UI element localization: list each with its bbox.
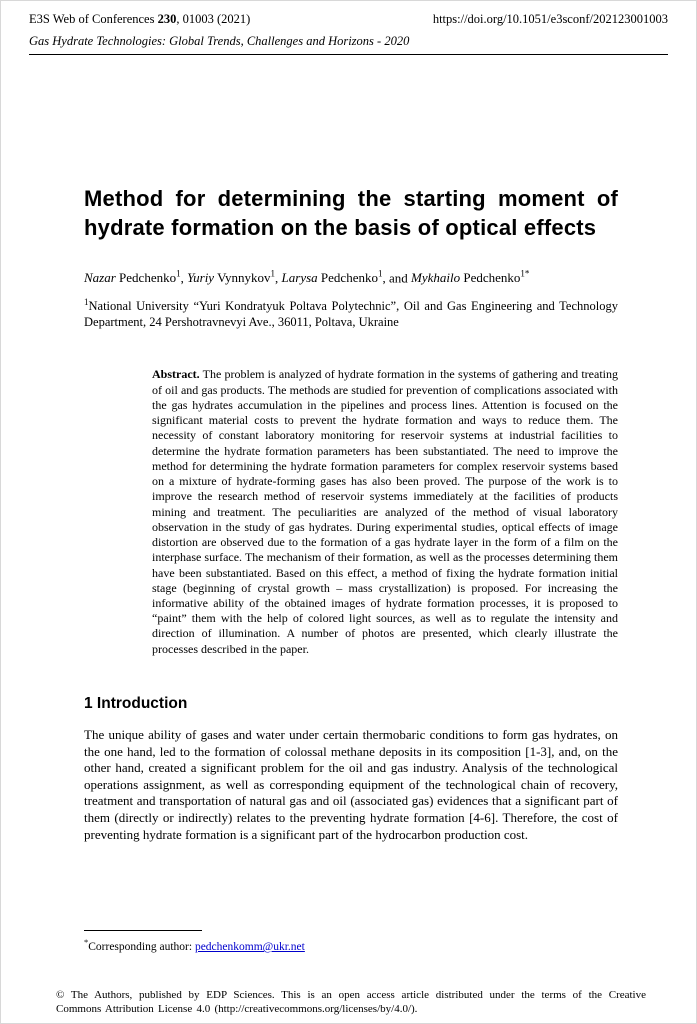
corresponding-author-footnote: [84, 937, 618, 953]
page-header: [29, 12, 668, 55]
doi-link[interactable]: https://doi.org/10.1051/e3sconf/202123001003: [432, 12, 668, 26]
journal-volume: 230: [157, 12, 177, 26]
author: Larysa Pedchenko$^1$: [281, 268, 383, 285]
abstract-label: Abstract.: [152, 367, 200, 382]
abstract: [152, 367, 618, 656]
author: Yuriy Vynnykov$^1$: [187, 268, 276, 285]
abstract-text: The problem is analyzed of hydrate formation in the systems of gathering and treating of oil and gas products. The methods are studied for prevention of complications associated with the gas hydrates accumulation in the pipelines and process lines. Attention is focused on the significant material costs to prevent the hydrate formation and ways to reduce them. The necessity of constant laboratory monitoring for reservoir systems at industrial facilities to determine the hydrate formation parameters has been substantiated. The need to improve the method for determining the hydrate formation parameters for complex reservoir systems based on a mixture of hydrate-forming gases has also been proved. The purpose of the work is to improve the research method of reservoir systems immediately at the facilities of products mining and treatment. The peculiarities are analyzed of the method of visual laboratory observation in the study of gas hydrates. During experimental studies, optical effects of image distortion are observed due to the formation of a gas hydrate layer in the form of a film on the interphase surface. The mechanism of their formation, as well as the processes determining them have been substantiated. Based on this effect, a method of fixing the hydrate formation initial stage (beginning of crystal growth – mass crystallization) is proposed. For increasing the informative ability of the obtained images of hydrate formation processes, it is proposed to “paint” them with the help of colored light sources, as well as to regulate the intensity and direction of illumination. A number of photos are presented, which clearly illustrate the processes described in the paper.: [152, 367, 618, 656]
author-list: [84, 269, 618, 286]
author: Nazar Pedchenko$^1$: [84, 268, 181, 285]
affiliation-text: National University “Yuri Kondratyuk Poltava Polytechnic”, Oil and Gas Engineering and Technology Department, 24 Pershotravnevyi Ave., 36011, Poltava, Ukraine: [84, 298, 618, 330]
journal-issue: , 01003 (2021): [176, 12, 251, 26]
author-separator: ,: [180, 269, 188, 285]
corresponding-author-email-link[interactable]: pedchenkomm@ukr.net: [194, 940, 305, 953]
journal-citation: [29, 12, 250, 28]
footnote-area: [84, 930, 618, 953]
author-separator: , and: [382, 269, 411, 285]
introduction-paragraph: The unique ability of gases and water under certain thermobaric conditions to form gas hydrates, on the one hand, led to the formation of colossal methane deposits in its composition [1-3], and, on the other hand, created a significant problem for the oil and gas industry. Analysis of the technological operations assignment, as well as corresponding equipment of the technological chain of recovery, treatment and transportation of natural gas and oil (associated gas) evidences that a significant part of them (directly or indirectly) relates to the preventing hydrate formation [4-6]. Therefore, the cost of preventing hydrate formation is a significant part of the hydrocarbon production cost.: [84, 726, 618, 842]
header-divider: [29, 54, 668, 55]
conference-title: Gas Hydrate Technologies: Global Trends, Challenges and Horizons - 2020: [29, 33, 410, 48]
footnote-label: Corresponding author:: [88, 940, 195, 953]
page-footer: [56, 988, 646, 1017]
affiliation-marker: 1: [84, 296, 89, 307]
copyright-notice: © The Authors, published by EDP Sciences. This is an open access article distributed under the terms of the Creative Commons Attribution License 4.0 (http://creativecommons.org/licenses/by/4.0/).: [56, 989, 646, 1016]
affiliation: [84, 297, 618, 331]
article-title: Method for determining the starting moment of hydrate formation on the basis of optical effects: [84, 186, 618, 241]
article-content: [84, 184, 618, 843]
journal-name: E3S Web of Conferences: [29, 12, 158, 26]
section-heading-introduction: 1 Introduction: [84, 694, 188, 712]
author: Mykhailo Pedchenko$^{1*}$: [411, 268, 530, 285]
author-separator: ,: [275, 269, 282, 285]
footnote-divider: [84, 930, 202, 931]
footnote-marker: *: [84, 937, 89, 947]
header-row: [29, 12, 668, 28]
